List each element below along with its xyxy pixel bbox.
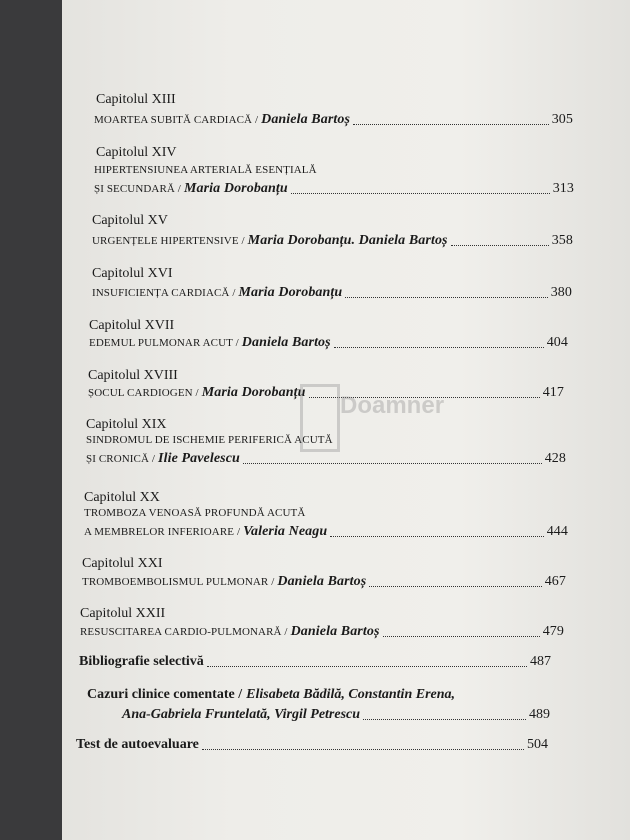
page-number: 305 <box>551 112 573 127</box>
dot-leader <box>330 535 543 537</box>
toc-line <box>92 285 572 301</box>
dot-leader <box>334 346 544 348</box>
chapter-heading: Capitolul XXI <box>82 556 163 571</box>
book-page <box>62 0 630 840</box>
chapter-heading: Capitolul XIII <box>96 92 176 107</box>
test-title: Test de autoevaluare <box>76 737 199 752</box>
toc-line <box>92 233 573 249</box>
dot-leader <box>345 296 547 298</box>
chapter-authors: Maria Dorobanțu <box>183 181 288 196</box>
chapter-authors: Daniela Bartoș <box>241 335 331 350</box>
chapter-title: SINDROMUL DE ISCHEMIE PERIFERICĂ ACUTĂ <box>86 434 333 446</box>
chapter-authors: Ilie Pavelescu <box>158 451 240 466</box>
toc-line <box>80 624 564 640</box>
chapter-authors: Daniela Bartoș <box>261 112 351 127</box>
chapter-heading: Capitolul XIV <box>96 145 177 160</box>
bibliography-title: Bibliografie selectivă <box>79 654 204 669</box>
dot-leader <box>353 123 549 125</box>
page-number: 404 <box>546 335 568 350</box>
chapter-title: ȘI CRONICĂ / <box>86 453 156 465</box>
page-number: 380 <box>550 285 572 300</box>
chapter-authors: Daniela Bartoș <box>277 574 367 589</box>
page-number: 467 <box>544 574 566 589</box>
chapter-heading: Capitolul XVI <box>92 266 173 281</box>
chapter-heading: Capitolul XXII <box>80 606 166 621</box>
page-number: 428 <box>544 451 566 466</box>
dot-leader <box>369 585 541 587</box>
cases-authors-line1: Elisabeta Bădilă, Constantin Erena, <box>246 687 456 702</box>
dot-leader <box>451 244 549 246</box>
cases-entry-line1 <box>87 687 455 703</box>
chapter-heading: Capitolul XVIII <box>88 368 178 383</box>
chapter-heading: Capitolul XV <box>92 213 168 228</box>
chapter-title: ȘI SECUNDARĂ / <box>94 183 181 195</box>
chapter-heading: Capitolul XX <box>84 490 160 505</box>
dot-leader <box>383 635 540 637</box>
toc-line <box>84 507 305 519</box>
chapter-title: EDEMUL PULMONAR ACUT / <box>89 337 239 349</box>
toc-line <box>94 112 573 128</box>
bibliography-page: 487 <box>530 654 551 669</box>
chapter-title: HIPERTENSIUNEA ARTERIALĂ ESENȚIALĂ <box>94 164 317 176</box>
toc-line <box>86 434 333 446</box>
page-number: 417 <box>542 385 564 400</box>
chapter-authors: Maria Dorobanțu. Daniela Bartoș <box>247 233 448 248</box>
test-entry <box>76 737 548 753</box>
dot-leader <box>207 665 527 667</box>
watermark-text: Doamner <box>340 392 445 419</box>
chapter-title: ȘOCUL CARDIOGEN / <box>88 387 199 399</box>
chapter-title: MOARTEA SUBITĂ CARDIACĂ / <box>94 114 259 126</box>
page-number: 479 <box>542 624 564 639</box>
chapter-title: INSUFICIENȚA CARDIACĂ / <box>92 287 236 299</box>
chapter-authors: Maria Dorobanțu <box>238 285 343 300</box>
bibliography-entry <box>79 654 551 670</box>
cases-authors-line2: Ana-Gabriela Fruntelată, Virgil Petrescu <box>122 707 361 722</box>
dot-leader <box>243 462 542 464</box>
dot-leader <box>363 718 526 720</box>
toc-line <box>94 181 574 197</box>
test-page: 504 <box>527 737 548 752</box>
toc-line <box>86 451 566 467</box>
chapter-authors: Daniela Bartoș <box>290 624 380 639</box>
cases-entry-line2 <box>122 707 550 723</box>
page-number: 444 <box>546 524 568 539</box>
chapter-heading: Capitolul XVII <box>89 318 175 333</box>
chapter-title: RESUSCITAREA CARDIO-PULMONARĂ / <box>80 626 288 638</box>
chapter-title: URGENȚELE HIPERTENSIVE / <box>92 235 245 247</box>
page-number: 358 <box>551 233 573 248</box>
watermark-logo <box>300 378 470 448</box>
toc-line <box>94 164 317 176</box>
cases-page: 489 <box>529 707 550 722</box>
toc-line <box>89 335 568 351</box>
cases-title: Cazuri clinice comentate / <box>87 687 243 702</box>
toc-line <box>82 574 566 590</box>
chapter-title: TROMBOEMBOLISMUL PULMONAR / <box>82 576 275 588</box>
chapter-authors: Maria Dorobanțu <box>201 385 306 400</box>
chapter-authors: Valeria Neagu <box>243 524 328 539</box>
watermark-frame <box>300 384 340 452</box>
chapter-title: TROMBOZA VENOASĂ PROFUNDĂ ACUTĂ <box>84 507 306 519</box>
page-number: 313 <box>552 181 574 196</box>
dot-leader <box>202 748 524 750</box>
chapter-title: A MEMBRELOR INFERIOARE / <box>84 526 241 538</box>
toc-line <box>84 524 568 540</box>
dot-leader <box>291 192 550 194</box>
chapter-heading: Capitolul XIX <box>86 417 167 432</box>
